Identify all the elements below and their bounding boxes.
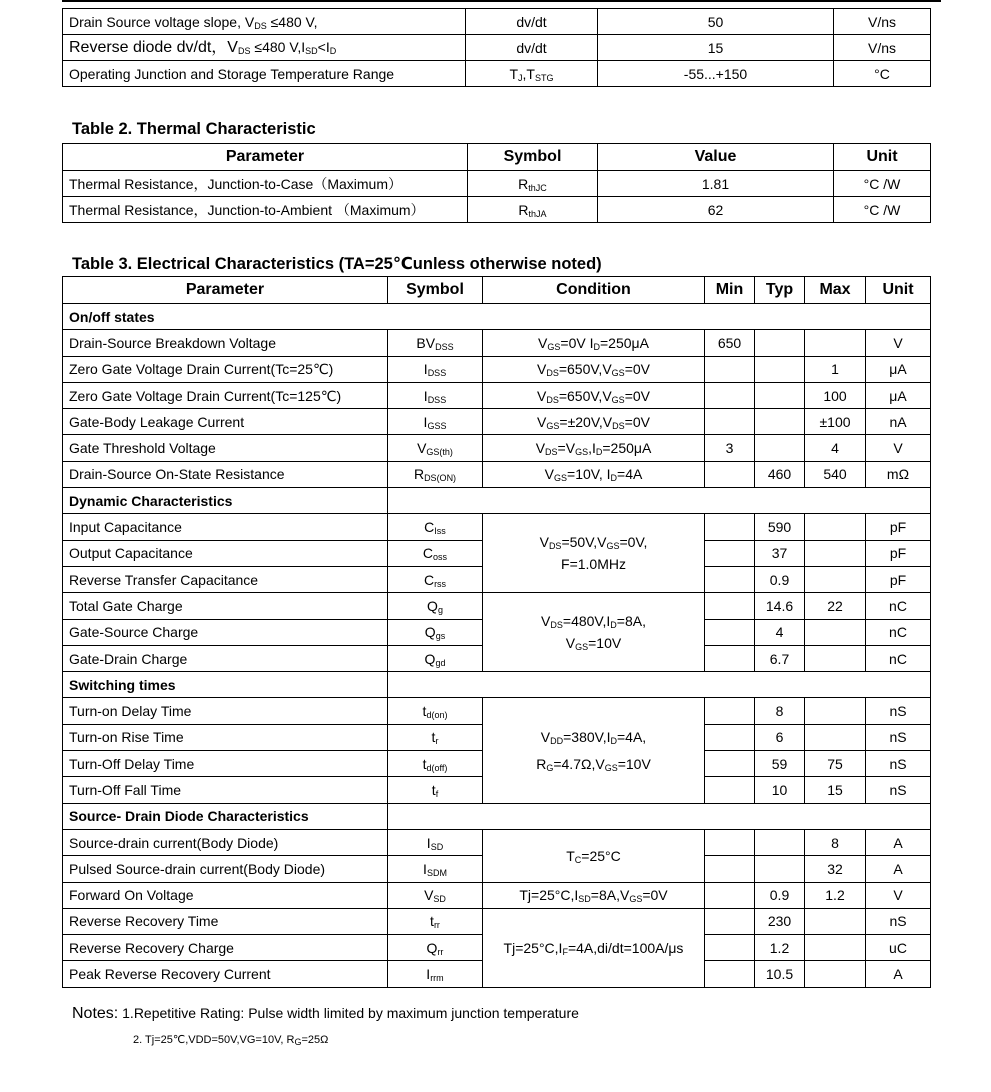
param-cell: Total Gate Charge (63, 593, 388, 619)
thermal-table (62, 143, 931, 223)
symbol-cell: $C_{Iss}$ (388, 514, 483, 540)
header-symbol: Symbol (468, 144, 598, 171)
max-cell: 8 (805, 829, 866, 855)
max-cell (805, 935, 866, 961)
min-cell (705, 882, 755, 908)
typ-cell (755, 435, 805, 461)
param-cell: Turn-on Delay Time (63, 698, 388, 724)
table-row (63, 197, 931, 223)
param-cell: Drain Source voltage slope, $V_{DS} \le 480$ V, (63, 9, 466, 35)
symbol-cell: $t_{rr}$ (388, 908, 483, 934)
section-row (63, 304, 931, 330)
symbol-cell: $t_{d(on)}$ (388, 698, 483, 724)
table-row (63, 461, 931, 487)
header-min: Min (705, 277, 755, 304)
header-typ: Typ (755, 277, 805, 304)
unit-cell: V (866, 330, 931, 356)
header-unit: Unit (834, 144, 931, 171)
typ-cell (755, 382, 805, 408)
condition-cell: $V_{DS}=650V,V_{GS}=0V$ (483, 356, 705, 382)
condition-cell: $V_{DS}=650V,V_{GS}=0V$ (483, 382, 705, 408)
table-row (63, 908, 931, 934)
unit-cell: uC (866, 935, 931, 961)
param-cell: Turn-Off Fall Time (63, 777, 388, 803)
typ-cell (755, 409, 805, 435)
symbol-cell: $I_{DSS}$ (388, 356, 483, 382)
typ-cell: 0.9 (755, 882, 805, 908)
symbol-cell: $t_r$ (388, 724, 483, 750)
section-row (63, 488, 931, 514)
unit-cell: pF (866, 514, 931, 540)
max-cell: 75 (805, 751, 866, 777)
unit-cell: °C (834, 61, 931, 87)
min-cell: 650 (705, 330, 755, 356)
header-max: Max (805, 277, 866, 304)
param-cell: Source-drain current(Body Diode) (63, 829, 388, 855)
section-switching: Switching times (63, 672, 388, 698)
condition-cell: $V_{GS}=10V$ (565, 635, 622, 653)
param-cell: Zero Gate Voltage Drain Current(Tc=125℃) (63, 382, 388, 408)
condition-cell-gate-charge (483, 593, 705, 672)
typ-cell: 14.6 (755, 593, 805, 619)
header-parameter: Parameter (63, 144, 468, 171)
unit-cell: A (866, 829, 931, 855)
max-cell: 1.2 (805, 882, 866, 908)
param-cell: Reverse Recovery Time (63, 908, 388, 934)
max-cell: 22 (805, 593, 866, 619)
typ-cell: 1.2 (755, 935, 805, 961)
electrical-table (62, 276, 931, 988)
unit-cell: nA (866, 409, 931, 435)
section-row (63, 672, 931, 698)
symbol-cell: $R_{thJC}$ (468, 171, 598, 197)
table-row (63, 61, 931, 87)
table-row (63, 330, 931, 356)
min-cell (705, 461, 755, 487)
notes-label: Notes: (72, 1005, 119, 1022)
max-cell (805, 645, 866, 671)
header-unit: Unit (866, 277, 931, 304)
typ-cell (755, 356, 805, 382)
header-symbol: Symbol (388, 277, 483, 304)
min-cell (705, 514, 755, 540)
param-cell: Reverse diode dv/dt，$V_{DS} \le 480$ $V,I_{SD}<I_D$ (63, 35, 466, 61)
param-cell: Gate-Body Leakage Current (63, 409, 388, 435)
typ-cell: 460 (755, 461, 805, 487)
value-cell: -55...+150 (598, 61, 834, 87)
min-cell (705, 935, 755, 961)
min-cell (705, 829, 755, 855)
note-1: 1.Repetitive Rating: Pulse width limited by maximum junction temperature (118, 1005, 579, 1021)
header-value: Value (598, 144, 834, 171)
max-cell: 100 (805, 382, 866, 408)
min-cell (705, 593, 755, 619)
unit-cell: pF (866, 540, 931, 566)
unit-cell: nS (866, 724, 931, 750)
param-cell: Gate Threshold Voltage (63, 435, 388, 461)
unit-cell: A (866, 961, 931, 987)
symbol-cell: $C_{rss}$ (388, 566, 483, 592)
unit-cell: mΩ (866, 461, 931, 487)
symbol-cell: $Q_{gd}$ (388, 645, 483, 671)
max-cell: ±100 (805, 409, 866, 435)
unit-cell: nC (866, 593, 931, 619)
condition-cell-recovery (483, 908, 705, 987)
min-cell (705, 645, 755, 671)
symbol-cell: $C_{oss}$ (388, 540, 483, 566)
header-condition: Condition (483, 277, 705, 304)
unit-cell: nC (866, 645, 931, 671)
table-row (63, 171, 931, 197)
param-cell: Forward On Voltage (63, 882, 388, 908)
symbol-cell: $Q_{rr}$ (388, 935, 483, 961)
typ-cell: 590 (755, 514, 805, 540)
symbol-cell: $R_{thJA}$ (468, 197, 598, 223)
unit-cell: V (866, 435, 931, 461)
min-cell (705, 619, 755, 645)
condition-cell-diode-tc (483, 829, 705, 882)
table-row (63, 829, 931, 855)
value-cell: 50 (598, 9, 834, 35)
min-cell (705, 698, 755, 724)
min-cell (705, 356, 755, 382)
symbol-cell: $Q_g$ (388, 593, 483, 619)
param-cell: Reverse Transfer Capacitance (63, 566, 388, 592)
min-cell (705, 409, 755, 435)
typ-cell: 59 (755, 751, 805, 777)
min-cell (705, 777, 755, 803)
condition-cell: $T_C=25^\circ C$ (566, 847, 621, 865)
min-cell (705, 751, 755, 777)
table-row (63, 356, 931, 382)
min-cell (705, 856, 755, 882)
symbol-cell: $Q_{gs}$ (388, 619, 483, 645)
unit-cell: nC (866, 619, 931, 645)
param-cell: Input Capacitance (63, 514, 388, 540)
max-cell (805, 619, 866, 645)
table-row (63, 514, 931, 540)
max-cell: 540 (805, 461, 866, 487)
symbol-cell: $I_{DSS}$ (388, 382, 483, 408)
section-row (63, 803, 931, 829)
table-row (63, 35, 931, 61)
max-cell: 4 (805, 435, 866, 461)
typ-cell: 10 (755, 777, 805, 803)
typ-cell: 230 (755, 908, 805, 934)
param-cell: Drain-Source Breakdown Voltage (63, 330, 388, 356)
unit-cell: μA (866, 356, 931, 382)
param-cell: Turn-Off Delay Time (63, 751, 388, 777)
table-row (63, 9, 931, 35)
unit-cell: nS (866, 751, 931, 777)
symbol-cell: $I_{SD}$ (388, 829, 483, 855)
unit-cell: pF (866, 566, 931, 592)
value-cell: 1.81 (598, 171, 834, 197)
param-cell: Output Capacitance (63, 540, 388, 566)
symbol-cell: $I_{SDM}$ (388, 856, 483, 882)
condition-cell-capacitance: $V_{DS}=50V,V_{GS}=0V$, F=1.0MHz (483, 514, 705, 593)
header-row (63, 277, 931, 304)
condition-cell: $V_{GS}=\pm 20V,V_{DS}=0V$ (483, 409, 705, 435)
note-2: 2. Tj=25℃,VDD=50V,VG=10V, $R_G=25\Omega$ (133, 1034, 329, 1047)
typ-cell (755, 856, 805, 882)
condition-cell: $Tj=25^\circ C,I_F=4A,di/dt=100A/\mu s$ (503, 939, 684, 957)
param-cell: Turn-on Rise Time (63, 724, 388, 750)
min-cell (705, 566, 755, 592)
max-cell (805, 908, 866, 934)
max-cell (805, 330, 866, 356)
header-parameter: Parameter (63, 277, 388, 304)
min-cell (705, 908, 755, 934)
condition-cell: $V_{DD}=380V,I_D=4A$, (540, 729, 647, 747)
unit-cell: °C /W (834, 197, 931, 223)
min-cell (705, 724, 755, 750)
section-diode: Source- Drain Diode Characteristics (63, 803, 388, 829)
max-cell (805, 540, 866, 566)
symbol-cell: $BV_{DSS}$ (388, 330, 483, 356)
table2-caption: Table 2. Thermal Characteristic (72, 120, 316, 138)
value-cell: 62 (598, 197, 834, 223)
typ-cell: 10.5 (755, 961, 805, 987)
symbol-cell: $V_{GS(th)}$ (388, 435, 483, 461)
typ-cell: 4 (755, 619, 805, 645)
typ-cell: 0.9 (755, 566, 805, 592)
min-cell (705, 382, 755, 408)
unit-cell: V/ns (834, 35, 931, 61)
condition-cell: $R_G=4.7\Omega,V_{GS}=10V$ (536, 756, 651, 774)
section-onoff: On/off states (63, 304, 931, 330)
condition-cell-switching (483, 698, 705, 803)
param-cell: Gate-Source Charge (63, 619, 388, 645)
condition-cell: $V_{GS}=0V$ $I_D=250\mu A$ (483, 330, 705, 356)
section-dynamic: Dynamic Characteristics (63, 488, 388, 514)
symbol-cell: dv/dt (466, 35, 598, 61)
typ-cell (755, 829, 805, 855)
param-cell: Thermal Resistance，Junction-to-Ambient （Maximum） (63, 197, 468, 223)
unit-cell: nS (866, 698, 931, 724)
unit-cell: μA (866, 382, 931, 408)
symbol-cell: $t_f$ (388, 777, 483, 803)
symbol-cell: $T_J,T_{STG}$ (466, 61, 598, 87)
max-cell (805, 961, 866, 987)
condition-cell: $V_{DS}=V_{GS},I_D=250\mu A$ (483, 435, 705, 461)
unit-cell: A (866, 856, 931, 882)
max-cell: 15 (805, 777, 866, 803)
table3-caption: Table 3. Electrical Characteristics (TA=25℃unless otherwise noted) (72, 255, 602, 273)
symbol-cell: dv/dt (466, 9, 598, 35)
unit-cell: nS (866, 908, 931, 934)
max-cell (805, 724, 866, 750)
param-cell: Operating Junction and Storage Temperature Range (63, 61, 466, 87)
param-cell: Gate-Drain Charge (63, 645, 388, 671)
notes (72, 1005, 579, 1023)
max-cell: 1 (805, 356, 866, 382)
param-cell: Zero Gate Voltage Drain Current(Tc=25℃) (63, 356, 388, 382)
typ-cell: 37 (755, 540, 805, 566)
condition-cell: $V_{DS}=480V,I_D=8A$, (541, 613, 646, 631)
table-row (63, 409, 931, 435)
symbol-cell: $t_{d(off)}$ (388, 751, 483, 777)
typ-cell: 6 (755, 724, 805, 750)
param-cell: Reverse Recovery Charge (63, 935, 388, 961)
max-cell: 32 (805, 856, 866, 882)
typ-cell: 6.7 (755, 645, 805, 671)
min-cell (705, 961, 755, 987)
header-row (63, 144, 931, 171)
param-cell: Peak Reverse Recovery Current (63, 961, 388, 987)
min-cell: 3 (705, 435, 755, 461)
condition-cell: $Tj=25^\circ C,I_{SD}=8A,V_{GS}=0V$ (483, 882, 705, 908)
absolute-ratings-table (62, 8, 931, 87)
symbol-cell: $V_{SD}$ (388, 882, 483, 908)
param-cell: Thermal Resistance，Junction-to-Case（Maximum） (63, 171, 468, 197)
table-row (63, 593, 931, 619)
top-rule (62, 0, 941, 2)
table-row (63, 882, 931, 908)
typ-cell: 8 (755, 698, 805, 724)
param-cell: Pulsed Source-drain current(Body Diode) (63, 856, 388, 882)
table-row (63, 435, 931, 461)
table-row (63, 698, 931, 724)
value-cell: 15 (598, 35, 834, 61)
param-cell: Drain-Source On-State Resistance (63, 461, 388, 487)
unit-cell: nS (866, 777, 931, 803)
max-cell (805, 514, 866, 540)
typ-cell (755, 330, 805, 356)
symbol-cell: $R_{DS(ON)}$ (388, 461, 483, 487)
condition-cell: $V_{DS}=50V,V_{GS}=0V$, (539, 534, 648, 552)
unit-cell: °C /W (834, 171, 931, 197)
condition-cell: $V_{GS}=10V$, $I_D=4A$ (483, 461, 705, 487)
table-row (63, 382, 931, 408)
unit-cell: V/ns (834, 9, 931, 35)
unit-cell: V (866, 882, 931, 908)
max-cell (805, 698, 866, 724)
max-cell (805, 566, 866, 592)
min-cell (705, 540, 755, 566)
symbol-cell: $I_{rrm}$ (388, 961, 483, 987)
symbol-cell: $I_{GSS}$ (388, 409, 483, 435)
